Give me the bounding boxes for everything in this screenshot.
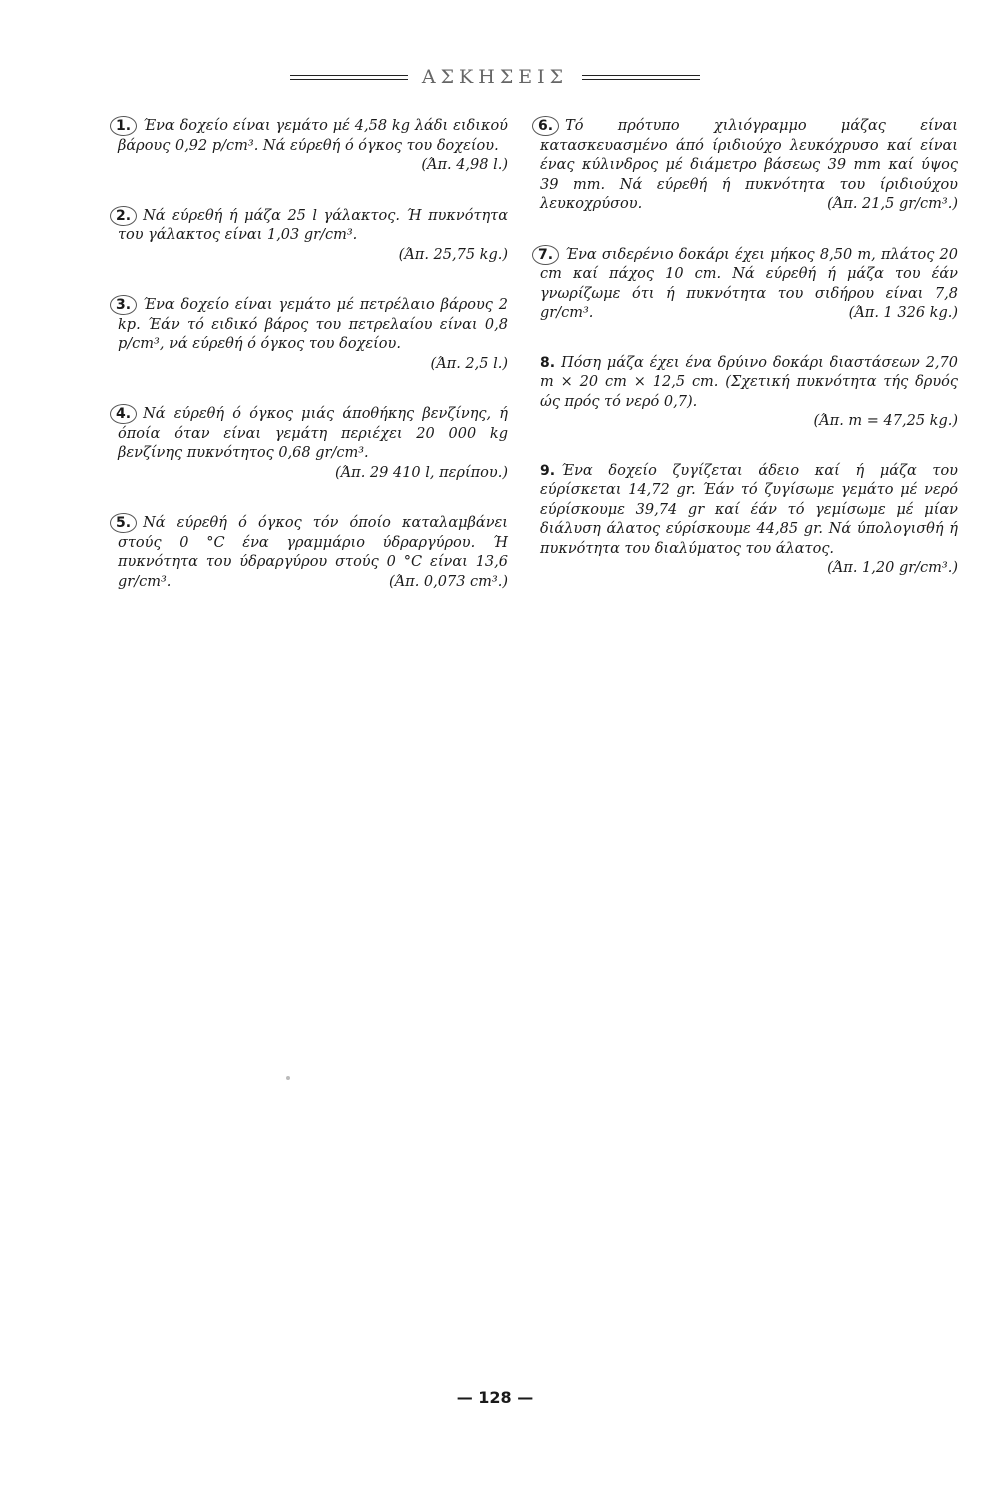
right-column	[540, 116, 958, 579]
exercise-8	[540, 354, 958, 432]
exercise-number: 1.	[110, 116, 137, 136]
exercise-1	[116, 116, 508, 173]
exercise-answer: (Άπ. m = 47,25 kg.)	[813, 413, 958, 429]
exercise-number: 2.	[110, 206, 137, 226]
exercise-number: 9.	[540, 462, 556, 479]
exercise-answer: (Άπ. 29 410 l, περίπου.)	[335, 464, 508, 481]
header-rule-left	[290, 75, 408, 80]
exercise-text: Νά εύρεθή ό όγκος τόν όποίο καταλαμβάνει στούς 0 °C ένα γραμμάριο ύδραργύρου. Ή πυκνότητα του ύδραργύρου στούς 0 °C είναι 13,6 gr/cm³.	[118, 515, 508, 590]
exercise-number: 4.	[110, 404, 137, 424]
exercise-answer: (Άπ. 21,5 gr/cm³.)	[827, 196, 958, 212]
header-rule-right	[582, 75, 700, 80]
exercise-text: Πόση μάζα έχει ένα δρύινο δοκάρι διαστάσεων 2,70 m × 20 cm × 12,5 cm. (Σχετική πυκνότητα τής δρυός ώς πρός τό νερό 0,7).	[540, 354, 958, 410]
exercise-text: Ένα δοχείο είναι γεμάτο μέ πετρέλαιο βάρους 2 kp. Έάν τό ειδικό βάρος του πετρελαίου είναι 0,8 p/cm³, νά εύρεθή ό όγκος του δοχείου.	[118, 297, 508, 352]
exercise-answer: (Άπ. 1,20 gr/cm³.)	[827, 560, 958, 576]
exercise-5	[118, 513, 508, 592]
exercise-text: Τό πρότυπο χιλιόγραμμο μάζας είναι κατασκευασμένο άπό ίριδιούχο λευκόχρυσο καί είναι ένας κύλινδρος μέ διάμετρο βάσεως 39 mm καί ύψος 39 mm. Νά εύρεθή ή πυκνότητα του ίριδιούχου λευκοχρύσου.	[540, 118, 958, 212]
exercise-answer: (Άπ. 0,073 cm³.)	[389, 573, 508, 590]
left-column	[118, 116, 508, 592]
exercise-text: Ένα σιδερένιο δοκάρι έχει μήκος 8,50 m, πλάτος 20 cm καί πάχος 10 cm. Νά εύρεθή ή μάζα του έάν γνωρίζωμε ότι ή πυκνότητα του σιδήρου είναι 7,8 gr/cm³.	[540, 246, 958, 321]
exercise-answer: (Άπ. 4,98 l.)	[421, 157, 508, 173]
exercise-4	[118, 404, 508, 483]
exercise-3	[118, 295, 508, 374]
exercise-answer: (Άπ. 1 326 kg.)	[848, 305, 958, 321]
exercise-text: Ένα δοχείο είναι γεμάτο μέ 4,58 kg λάδι ειδικού βάρους 0,92 p/cm³. Νά εύρεθή ό όγκος του δοχείου.	[118, 118, 508, 154]
exercise-text: Νά εύρεθή ή μάζα 25 l γάλακτος. Ή πυκνότητα του γάλακτος είναι 1,03 gr/cm³.	[118, 207, 508, 243]
page-header	[0, 66, 990, 88]
exercise-answer: (Άπ. 2,5 l.)	[430, 355, 508, 372]
exercise-number: 7.	[532, 245, 559, 265]
exercise-number: 8.	[540, 354, 556, 371]
print-speck	[286, 1076, 290, 1080]
exercise-7	[540, 245, 958, 324]
exercise-text: Ένα δοχείο ζυγίζεται άδειο καί ή μάζα του εύρίσκεται 14,72 gr. Έάν τό ζυγίσωμε γεμάτο μέ νερό εύρίσκουμε 39,74 gr καί έάν τό γεμίσωμε μέ μίαν διάλυση άλατος εύρίσκουμε 44,85 gr. Νά ύπολογισθή ή πυκνότητα του διαλύματος του άλατος.	[540, 462, 958, 557]
exercise-answer: (Άπ. 25,75 kg.)	[398, 246, 508, 263]
exercise-number: 6.	[532, 116, 559, 136]
page-number: — 128 —	[456, 1388, 534, 1407]
section-title: ΑΣΚΗΣΕΙΣ	[421, 66, 569, 88]
exercise-text: Νά εύρεθή ό όγκος μιάς άποθήκης βενζίνης, ή όποία όταν είναι γεμάτη περιέχει 20 000 kg βενζίνης πυκνότητος 0,68 gr/cm³.	[118, 406, 508, 461]
exercise-6	[540, 116, 958, 215]
exercise-9	[540, 462, 958, 576]
exercise-number: 3.	[110, 295, 137, 315]
exercise-number: 5.	[110, 513, 137, 533]
exercise-2	[118, 206, 508, 266]
